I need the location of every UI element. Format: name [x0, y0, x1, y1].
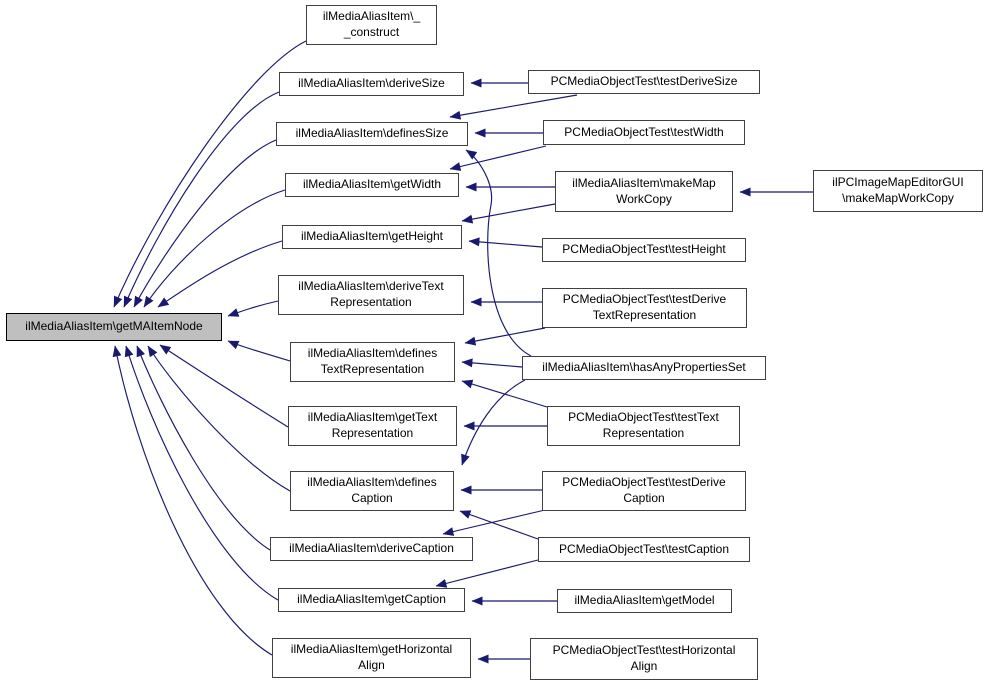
edge-deriveCaption-to-getMAItemNode — [137, 346, 270, 550]
edge-makeMapWorkCopy-to-getHeight — [462, 204, 555, 221]
node-label-line: ilMediaAliasItem\deriveCaption — [289, 541, 454, 556]
node-getWidth[interactable] — [285, 173, 459, 197]
node-label-line: Representation — [602, 426, 685, 440]
edge-testCaption-to-getCaption — [436, 560, 538, 586]
node-label-line: ilMediaAliasItem\makeMap — [572, 175, 716, 190]
node-getModel[interactable] — [557, 589, 732, 613]
node-label-line: PCMediaObjectTest\testDerive — [562, 475, 726, 490]
edge-deriveSize-to-getMAItemNode — [124, 92, 279, 307]
node-makeMapWorkCopy[interactable] — [555, 171, 733, 212]
edge-testCaption-to-definesCaption — [460, 511, 538, 539]
node-label-line: ilMediaAliasItem\getWidth — [302, 177, 442, 192]
node-ilPCImageMapEditorGUI_makeMapWorkCopy[interactable] — [813, 170, 983, 212]
node-getHorizontalAlign[interactable] — [272, 638, 471, 678]
edge-testTextRepresentation-to-definesTextRepresentation — [462, 381, 547, 407]
node-testCaption[interactable] — [538, 537, 750, 562]
node-hasAnyPropertiesSet[interactable] — [522, 356, 766, 380]
edge-testDeriveSize-to-definesSize — [450, 95, 577, 117]
node-label-line: Align — [630, 659, 658, 673]
node-label-line: ilMediaAliasItem\getMAItemNode — [25, 319, 203, 334]
node-label-line: ilPCImageMapEditorGUI — [832, 175, 964, 190]
edge-testDeriveCaption-to-deriveCaption — [443, 510, 545, 534]
edge-testWidth-to-getWidth — [450, 146, 546, 169]
node-label-line: ilMediaAliasItem\defines — [307, 346, 438, 361]
node-deriveTextRepresentation[interactable] — [278, 275, 464, 315]
node-label-line: ilMediaAliasItem\definesSize — [295, 126, 449, 141]
node-deriveCaption[interactable] — [270, 537, 473, 561]
node-label-line: PCMediaObjectTest\testDeriveSize — [550, 74, 738, 89]
node-label-line: TextRepresentation — [320, 362, 425, 376]
node-testDeriveTextRepresentation[interactable] — [542, 288, 747, 328]
node-label-line: ilMediaAliasItem\getCaption — [297, 592, 446, 607]
node-deriveSize[interactable] — [279, 72, 464, 96]
edge-hasAnyPropertiesSet-to-definesTextRepresentation — [462, 362, 522, 367]
edge-hasAnyPropertiesSet-to-definesSize — [466, 150, 531, 356]
edge-deriveTextRepresentation-to-getMAItemNode — [228, 301, 278, 316]
node-testHorizontalAlign[interactable] — [530, 638, 758, 680]
node-getMAItemNode[interactable] — [6, 313, 222, 341]
edge-getTextRepresentation-to-getMAItemNode — [160, 345, 288, 427]
node-label-line: PCMediaObjectTest\testHeight — [562, 242, 726, 257]
node-label-line: PCMediaObjectTest\testText — [568, 410, 719, 425]
node-label-line: ilMediaAliasItem\deriveSize — [298, 76, 445, 91]
node-label-line: ilMediaAliasItem\getModel — [574, 593, 715, 608]
node-label-line: ilMediaAliasItem\deriveText — [298, 279, 444, 294]
edge-hasAnyPropertiesSet-to-definesCaption — [462, 380, 525, 465]
edge-testDeriveTextRepresentation-to-definesTextRepresentation — [465, 328, 545, 343]
node-label-line: PCMediaObjectTest\testHorizontal — [552, 643, 736, 658]
node-label-line: ilMediaAliasItem\getText — [307, 410, 438, 425]
node-label-line: Caption — [623, 491, 665, 505]
node-definesSize[interactable] — [276, 122, 468, 146]
node-testTextRepresentation[interactable] — [547, 406, 740, 446]
node-label-line: ilMediaAliasItem\getHorizontal — [290, 642, 453, 657]
edge-definesCaption-to-getMAItemNode — [148, 346, 290, 491]
edge-definesSize-to-getMAItemNode — [134, 140, 276, 307]
node-getCaption[interactable] — [278, 588, 465, 612]
edge-getHeight-to-getMAItemNode — [158, 241, 282, 307]
node-label-line: PCMediaObjectTest\testWidth — [564, 124, 724, 139]
node-construct[interactable] — [306, 5, 437, 45]
node-label-line: WorkCopy — [616, 191, 672, 206]
node-definesTextRepresentation[interactable] — [290, 342, 455, 382]
node-testHeight[interactable] — [542, 238, 746, 262]
node-label-line: _construct — [343, 25, 400, 39]
node-label-line: ilMediaAliasItem\hasAnyPropertiesSet — [542, 360, 746, 375]
node-testWidth[interactable] — [543, 120, 745, 145]
node-getTextRepresentation[interactable] — [288, 406, 457, 446]
node-testDeriveCaption[interactable] — [542, 471, 746, 511]
node-label-line: Caption — [351, 491, 393, 505]
node-testDeriveSize[interactable] — [528, 70, 760, 94]
node-label-line: PCMediaObjectTest\testCaption — [558, 541, 730, 556]
node-definesCaption[interactable] — [290, 471, 454, 511]
node-label-line: Align — [358, 658, 385, 672]
node-label-line: Representation — [331, 426, 414, 440]
node-label-line: \makeMapWorkCopy — [842, 191, 954, 205]
node-getHeight[interactable] — [282, 225, 462, 249]
node-label-line: TextRepresentation — [592, 308, 697, 322]
edge-testHeight-to-getHeight — [469, 241, 542, 247]
node-label-line: ilMediaAliasItem\getHeight — [300, 229, 444, 244]
node-label-line: PCMediaObjectTest\testDerive — [562, 292, 727, 307]
node-label-line: Representation — [330, 295, 412, 309]
edge-definesTextRepresentation-to-getMAItemNode — [228, 341, 290, 361]
node-label-line: ilMediaAliasItem\_ — [322, 9, 421, 24]
node-label-line: ilMediaAliasItem\defines — [307, 475, 437, 490]
